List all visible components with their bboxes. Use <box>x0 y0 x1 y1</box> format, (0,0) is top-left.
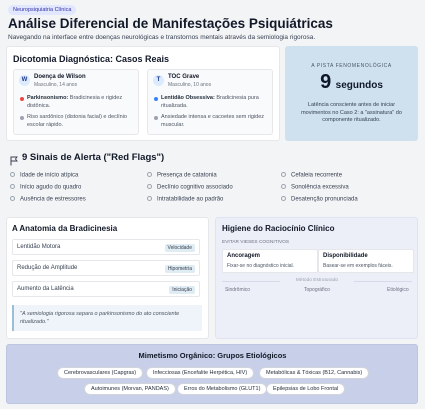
red-flag-item <box>10 196 86 203</box>
case-meta: Masculino, 14 anos <box>34 82 78 88</box>
row-tag: Velocidade <box>165 244 195 252</box>
red-flag-label: Início agudo do quadro <box>20 184 82 191</box>
case-card-toc[interactable] <box>147 69 273 135</box>
stat-unit: segundos <box>335 80 383 91</box>
stat-label: A PISTA FENOMENOLÓGICA <box>311 63 392 69</box>
check-circle-icon <box>147 196 152 201</box>
red-flag-label: Intratabilidade ao padrão <box>157 196 224 203</box>
bias-section-label: EVITAR VIESES COGNITIVOS <box>222 240 290 245</box>
check-circle-icon <box>10 184 15 189</box>
case-name: Doença de Wilson <box>34 74 86 80</box>
red-flag-item <box>147 196 223 203</box>
check-circle-icon <box>281 196 286 201</box>
hygiene-title: Higiene do Raciocínio Clínico <box>222 224 335 233</box>
semiology-quote <box>12 305 202 331</box>
page-subtitle: Navegando na interface entre doenças neurológicas e transtornos mentais através da semiologia rigorosa. <box>8 34 316 41</box>
check-circle-icon <box>147 172 152 177</box>
red-flag-label: Sonolência excessiva <box>291 184 349 191</box>
row-label: Lentidão Motora <box>17 244 61 250</box>
bias-anchoring <box>222 249 318 273</box>
red-flag-item <box>10 172 78 179</box>
etiology-group-pill[interactable]: Metabólicas & Tóxicas (B12, Cannabis) <box>259 367 369 379</box>
method-label: Método Estruturado <box>280 278 354 283</box>
red-flag-item <box>281 184 349 191</box>
stat-number: 9 <box>320 71 332 93</box>
row-label: Aumento da Latência <box>17 286 74 292</box>
red-flag-label: Declínio cognitivo associado <box>157 184 233 191</box>
etiology-group-pill[interactable]: Erros do Metabolismo (GLUT1) <box>177 383 267 395</box>
bias-desc: Fixar-se no diagnóstico inicial. <box>227 263 294 269</box>
red-flag-label: Presença de catatonia <box>157 172 217 179</box>
method-step: Sindrômico <box>225 287 251 293</box>
bullet-icon <box>20 97 24 101</box>
case-name: TOC Grave <box>168 74 200 80</box>
etiology-group-pill[interactable]: Cerebrovasculares (Capgras) <box>57 367 143 379</box>
latency-stat-card <box>285 46 418 141</box>
red-flags-title: 9 Sinais de Alerta ("Red Flags") <box>22 152 165 163</box>
category-badge: Neuropsiquiatria Clínica <box>8 5 76 15</box>
etiology-group-pill[interactable]: Infecciosas (Encefalite Herpética, HIV) <box>146 367 254 379</box>
cases-card <box>6 46 280 141</box>
method-step: Etiológico <box>387 287 409 293</box>
case-finding: Riso sardônico (distonia facial) e declínio escolar rápido. <box>27 114 127 128</box>
red-flag-label: Idade de início atípica <box>20 172 79 179</box>
red-flag-label: Desatenção pronunciada <box>291 196 358 203</box>
method-step: Topográfico <box>304 287 330 293</box>
red-flag-item <box>147 184 233 191</box>
quote-text: "A semiologia rigorosa separa o parkinsonismo do ato consciente ritualizado." <box>20 311 180 325</box>
bradykinesia-row <box>12 260 200 276</box>
bradykinesia-row <box>12 239 200 255</box>
page-title: Análise Diferencial de Manifestações Psiquiátricas <box>8 16 333 31</box>
check-circle-icon <box>10 196 15 201</box>
case-meta: Masculino, 10 anos <box>168 82 212 88</box>
row-tag: Hipometria <box>165 265 195 273</box>
check-circle-icon <box>147 184 152 189</box>
etiology-group-pill[interactable]: Epilepsias de Lobo Frontal <box>266 383 345 395</box>
bias-title: Disponibilidade <box>323 253 368 259</box>
row-label: Redução de Amplitude <box>17 265 78 271</box>
avatar: T <box>153 75 164 86</box>
red-flag-item <box>10 184 81 191</box>
case-finding: Ansiedade intensa e cacoetes sem rigidez muscular. <box>161 114 265 128</box>
check-circle-icon <box>281 172 286 177</box>
mimicry-title: Mimetismo Orgânico: Grupos Etiológicos <box>138 351 287 360</box>
bias-desc: Basear-se em exemplos fáceis. <box>323 263 393 269</box>
red-flag-label: Ausência de estressores <box>20 196 86 203</box>
row-tag: Iniciação <box>169 286 195 294</box>
bias-title: Ancoragem <box>227 253 261 259</box>
bias-availability <box>318 249 414 273</box>
stat-value <box>285 71 418 94</box>
cases-title: Dicotomia Diagnóstica: Casos Reais <box>13 54 170 64</box>
red-flag-item <box>281 172 342 179</box>
case-finding: Parkinsonismo: Bradicinesia e rigidez distônica. <box>27 95 123 109</box>
bullet-icon <box>20 116 24 120</box>
bradykinesia-title: A Anatomia da Bradicinesia <box>12 224 118 233</box>
bullet-icon <box>154 116 158 120</box>
bradykinesia-row <box>12 281 200 297</box>
bullet-icon <box>154 97 158 101</box>
flag-icon <box>10 153 18 163</box>
red-flag-item <box>281 196 358 203</box>
red-flag-label: Cefaleia recorrente <box>291 172 343 179</box>
case-card-wilson[interactable] <box>13 69 139 135</box>
etiology-group-pill[interactable]: Autoimunes (Morvan, PANDAS) <box>84 383 176 395</box>
red-flag-item <box>147 172 217 179</box>
avatar: W <box>19 75 30 86</box>
check-circle-icon <box>281 184 286 189</box>
check-circle-icon <box>10 172 15 177</box>
case-finding: Lentidão Obsessiva: Bradicinesia pura ritualizada. <box>161 95 259 109</box>
stat-description: Latência consciente antes de iniciar movimentos no Caso 2: a "assinatura" do componente ritualizado. <box>301 102 402 123</box>
